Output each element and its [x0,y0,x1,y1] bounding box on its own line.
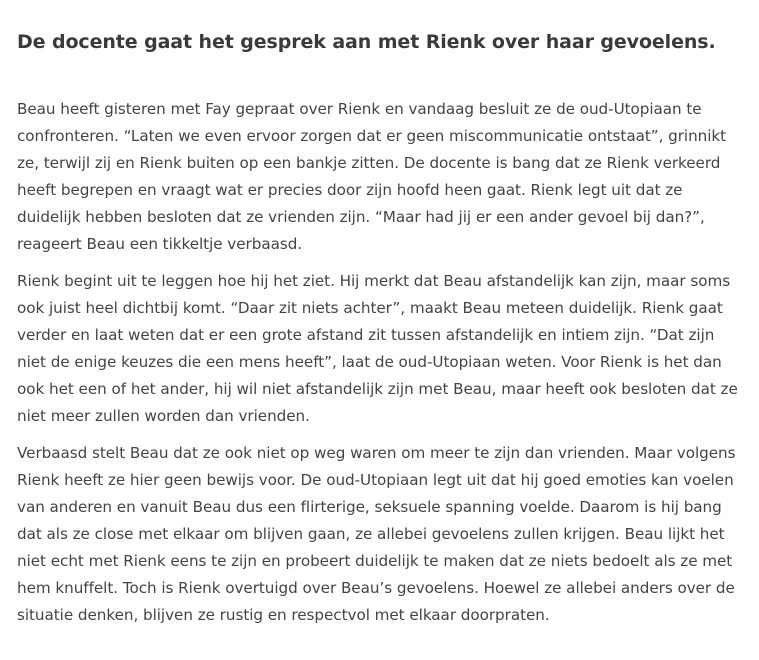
article-paragraph-3: Verbaasd stelt Beau dat ze ook niet op weg waren om meer te zijn dan vrienden. Maar volgens Rienk heeft ze hier geen bewijs voor. De oud-Utopiaan legt uit dat hij goed emoties kan voelen van anderen en vanuit Beau dus een flirterige, seksuele spanning voelde. Daarom is hij bang dat als ze close met elkaar om blijven gaan, ze allebei gevoelens zullen krijgen. Beau lijkt het niet echt met Rienk eens te zijn en probeert duidelijk te maken dat ze niets bedoelt als ze met hem knuffelt. Toch is Rienk overtuigd over Beau’s gevoelens. Hoewel ze allebei anders over de situatie denken, blijven ze rustig en respectvol met elkaar doorpraten. [17,443,736,624]
article-paragraph-1: Beau heeft gisteren met Fay gepraat over Rienk en vandaag besluit ze de oud-Utopiaan te confronteren. “Laten we even ervoor zorgen dat er geen miscommunicatie ontstaat”, grinnikt ze, terwijl zij en Rienk buiten op een bankje zitten. De docente is bang dat ze Rienk verkeerd heeft begrepen en vraagt wat er precies door zijn hoofd heen gaat. Rienk legt uit dat ze duidelijk hebben besloten dat ze vrienden zijn. “Maar had jij er een ander gevoel bij dan?”, reageert Beau een tikkeltje verbaasd. [17,99,727,253]
article-headline: De docente gaat het gesprek aan met Rienk over haar gevoelens. [17,31,716,53]
article-paragraph-2: Rienk begint uit te leggen hoe hij het ziet. Hij merkt dat Beau afstandelijk kan zijn, maar soms ook juist heel dichtbij komt. “Daar zit niets achter”, maakt Beau meteen duidelijk. Rienk gaat verder en laat weten dat er een grote afstand zit tussen afstandelijk en intiem zijn. “Dat zijn niet de enige keuzes die een mens heeft”, laat de oud-Utopiaan weten. Voor Rienk is het dan ook het een of het ander, hij wil niet afstandelijk zijn met Beau, maar heeft ook besloten dat ze niet meer zullen worden dan vrienden. [17,271,738,425]
